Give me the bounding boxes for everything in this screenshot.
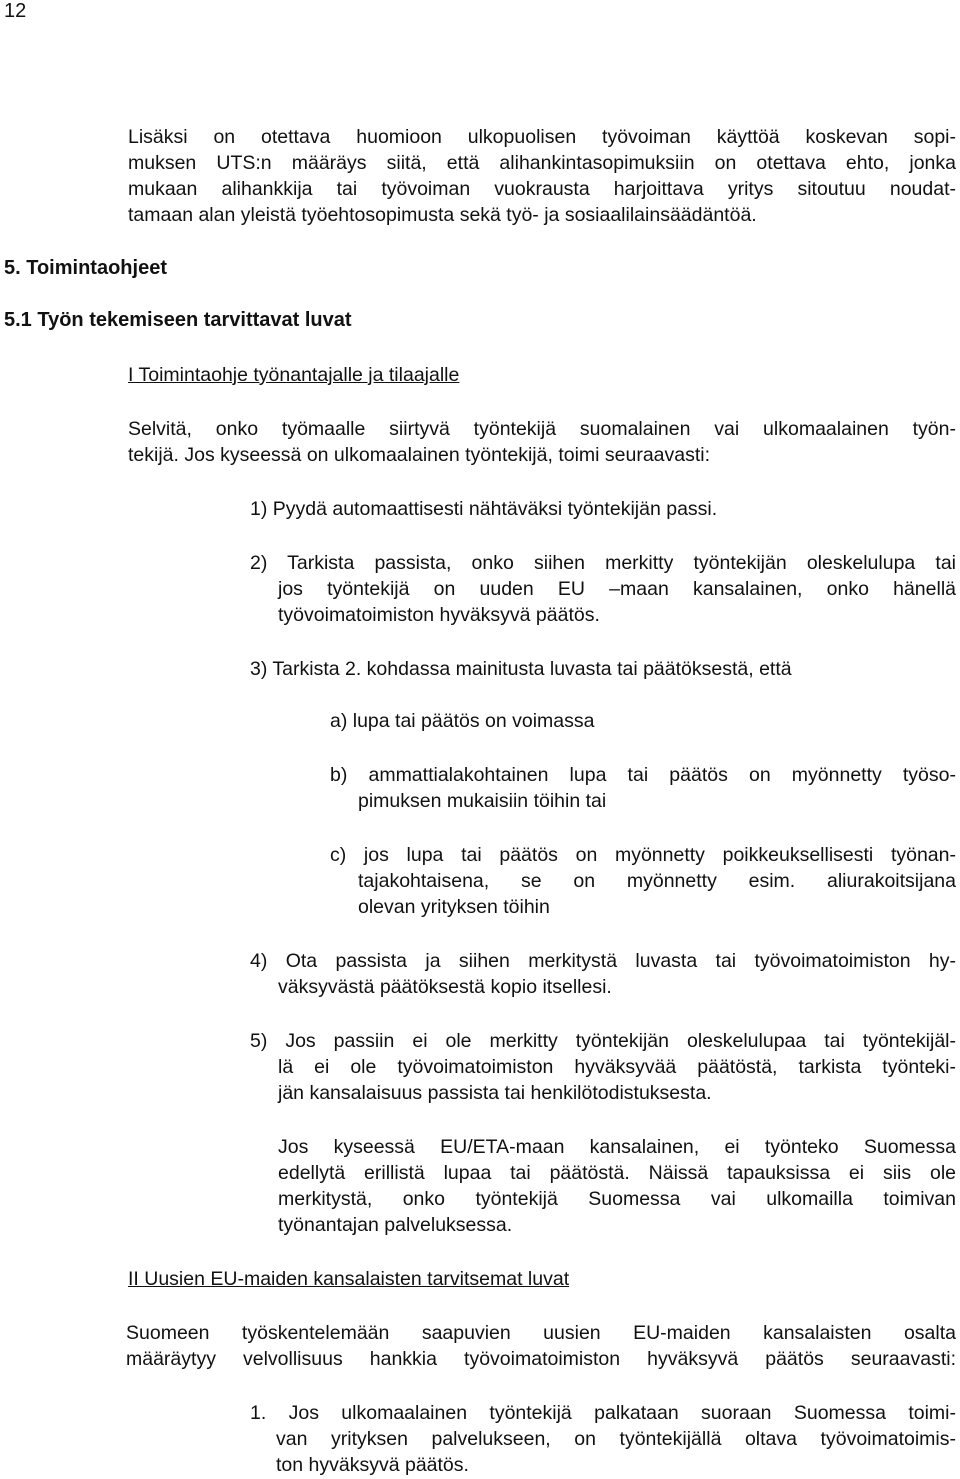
part1-item-2-line-3: työvoimatoimiston hyväksyvä päätös. [278,604,600,626]
part1-sub-b-line-1: b) ammattialakohtainen lupa tai päätös on myönnetty työso- [330,764,956,786]
intro-line-3: mukaan alihankkija tai työvoiman vuokrausta harjoittava yritys sitoutuu noudat- [128,178,956,200]
part1-sub-b-line-2: pimuksen mukaisiin töihin tai [358,790,607,812]
part2-heading: II Uusien EU-maiden kansalaisten tarvitsemat luvat [128,1268,570,1290]
part2-item-1-line-3: ton hyväksyvä päätös. [276,1454,469,1476]
part1-para-line-2: tekijä. Jos kyseessä on ulkomaalainen työntekijä, toimi seuraavasti: [128,444,711,466]
part1-item-5-line-2: lä ei ole työvoimatoimiston hyväksyvää päätöstä, tarkista työnteki- [278,1056,956,1078]
part1-item-4-line-1: 4) Ota passista ja siihen merkitystä luvasta tai työvoimatoimiston hy- [250,950,956,972]
part1-item-5-line-3: jän kansalaisuus passista tai henkilötodistuksesta. [278,1082,712,1104]
part1-sub-c-line-1: c) jos lupa tai päätös on myönnetty poikkeuksellisesti työnan- [330,844,956,866]
part1-item-3: 3) Tarkista 2. kohdassa mainitusta luvasta tai päätöksestä, että [250,658,792,680]
part1-heading: I Toimintaohje työnantajalle ja tilaajalle [128,364,460,386]
intro-line-1: Lisäksi on otettava huomioon ulkopuolisen työvoiman käyttöä koskevan sopi- [128,126,956,148]
page-number: 12 [4,0,27,22]
part1-item-2-line-1: 2) Tarkista passista, onko siihen merkitty työntekijän oleskelulupa tai [250,552,956,574]
section-heading-5: 5. Toimintaohjeet [4,257,167,279]
part1-sub-a: a) lupa tai päätös on voimassa [330,710,595,732]
part2-item-1-line-2: van yrityksen palvelukseen, on työntekijällä oltava työvoimatoimis- [276,1428,956,1450]
part1-note-line-2: edellytä erillistä lupaa tai päätöstä. Näissä tapauksissa ei siis ole [278,1162,956,1184]
part1-item-4-line-2: väksyvästä päätöksestä kopio itsellesi. [278,976,612,998]
part2-para-line-1: Suomeen työskentelemään saapuvien uusien EU-maiden kansalaisten osalta [126,1322,956,1344]
part1-note-line-3: merkitystä, onko työntekijä Suomessa vai ulkomailla toimivan [278,1188,956,1210]
part1-para-line-1: Selvitä, onko työmaalle siirtyvä työntekijä suomalainen vai ulkomaalainen työn- [128,418,956,440]
section-heading-5-1: 5.1 Työn tekemiseen tarvittavat luvat [4,309,352,331]
part2-item-1-line-1: 1. Jos ulkomaalainen työntekijä palkataan suoraan Suomessa toimi- [250,1402,956,1424]
part2-para-line-2: määräytyy velvollisuus hankkia työvoimatoimiston hyväksyvä päätös seuraavasti: [126,1348,956,1370]
part1-note-line-1: Jos kyseessä EU/ETA-maan kansalainen, ei työnteko Suomessa [278,1136,956,1158]
part1-sub-c-line-2: tajakohtaisena, se on myönnetty esim. aliurakoitsijana [358,870,956,892]
intro-line-4: tamaan alan yleistä työehtosopimusta sekä työ- ja sosiaalilainsäädäntöä. [128,204,757,226]
part1-item-2-line-2: jos työntekijä on uuden EU –maan kansalainen, onko hänellä [278,578,956,600]
part1-sub-c-line-3: olevan yrityksen töihin [358,896,550,918]
part1-item-5-line-1: 5) Jos passiin ei ole merkitty työntekijän oleskelulupaa tai työntekijäl- [250,1030,956,1052]
part1-item-1: 1) Pyydä automaattisesti nähtäväksi työntekijän passi. [250,498,718,520]
intro-line-2: muksen UTS:n määräys siitä, että alihankintasopimuksiin on otettava ehto, jonka [128,152,956,174]
part1-note-line-4: työnantajan palveluksessa. [278,1214,513,1236]
